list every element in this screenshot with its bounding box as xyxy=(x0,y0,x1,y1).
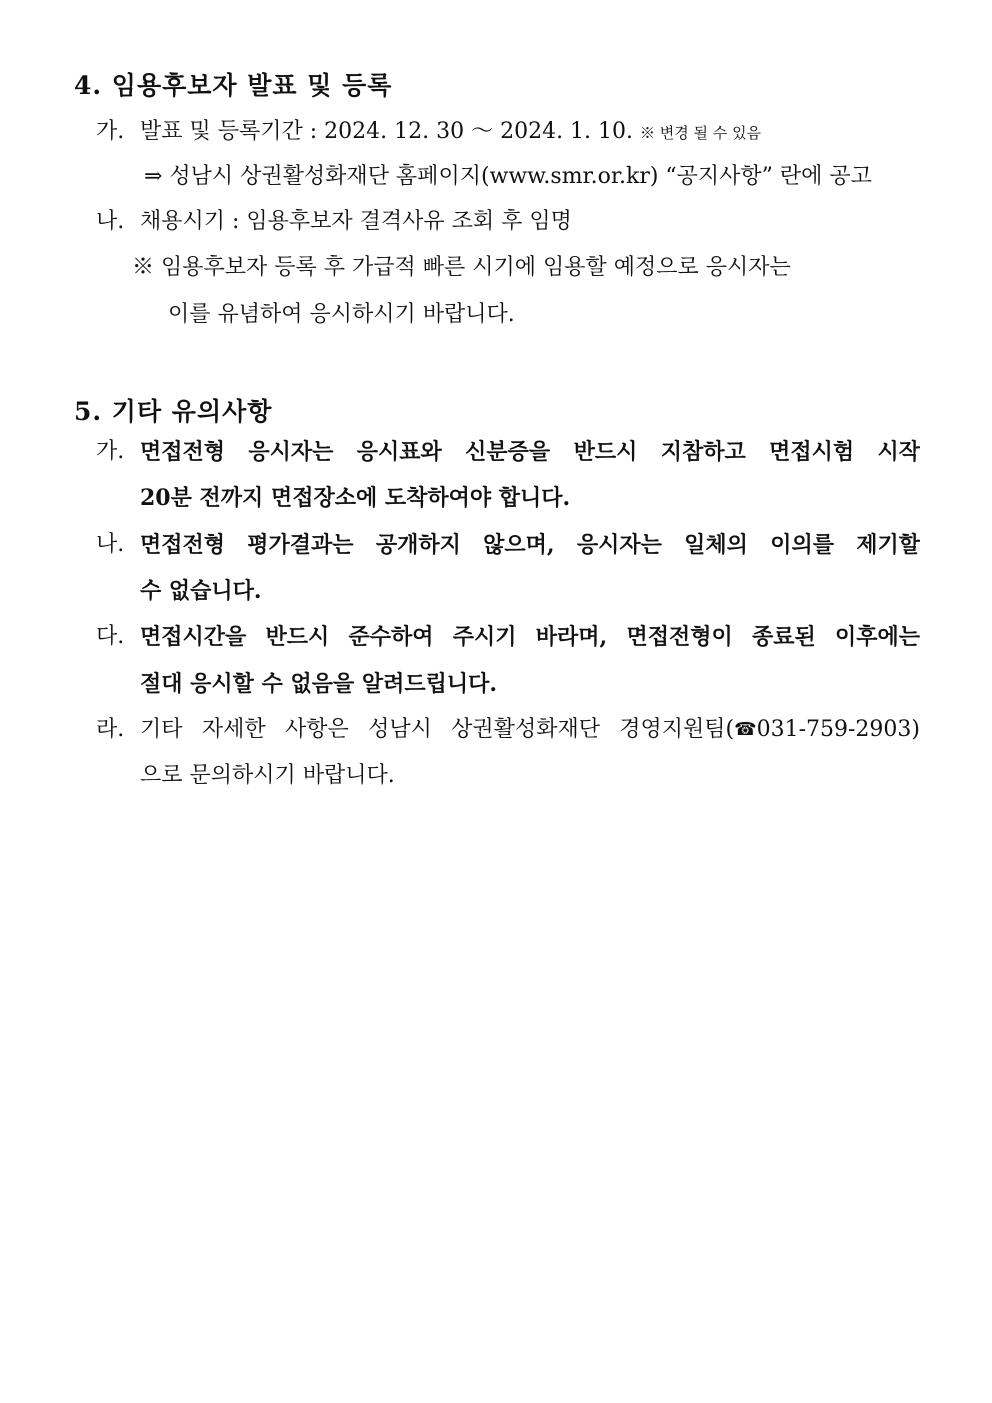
section-4-item-ga-marker: 가. xyxy=(96,119,125,144)
section-5-item-da-line-2: 절대 응시할 수 없음을 알려드립니다. xyxy=(140,671,498,697)
section-4-item-ga-text xyxy=(140,117,761,148)
section-5-item-da-marker: 다. xyxy=(96,624,125,649)
section-5-item-ra-line-1 xyxy=(140,715,920,745)
section-5-item-na-line-2: 수 없습니다. xyxy=(140,578,262,604)
section-5-item-da-line-1: 면접시간을 반드시 준수하여 주시기 바라며, 면접전형이 종료된 이후에는 xyxy=(140,624,920,650)
contact-prefix: 기타 자세한 사항은 성남시 상권활성화재단 경영지원팀( xyxy=(140,717,735,742)
hiring-timing-text: 채용시기 : 임용후보자 결격사유 조회 후 임명 xyxy=(140,209,572,234)
section-5-item-ga-line-1: 면접전형 응시자는 응시표와 신분증을 반드시 지참하고 면접시험 시작 xyxy=(140,439,920,465)
section-5-title: 5. 기타 유의사항 xyxy=(74,397,273,426)
notice-line-2: 이를 유념하여 응시하시기 바랍니다. xyxy=(168,302,515,327)
section-5-item-ga-marker: 가. xyxy=(96,439,125,464)
section-5-item-ra-line-2: 으로 문의하시기 바랍니다. xyxy=(140,763,395,788)
phone-icon: ☎ xyxy=(734,719,757,740)
section-5-item-na-marker: 나. xyxy=(96,532,125,557)
contact-phone-number: 031-759-2903) xyxy=(756,717,920,742)
section-5-item-ga-line-2: 20분 전까지 면접장소에 도착하여야 합니다. xyxy=(140,485,571,511)
announcement-notice: ⇒ 성남시 상권활성화재단 홈페이지(www.smr.or.kr) “공지사항” 란에 공고 xyxy=(144,164,872,189)
section-5-item-na-line-1: 면접전형 평가결과는 공개하지 않으며, 응시자는 일체의 이의를 제기할 xyxy=(140,532,920,558)
registration-period-text: 발표 및 등록기간 : 2024. 12. 30 ～ 2024. 1. 10. xyxy=(140,119,634,144)
section-4-title: 4. 임용후보자 발표 및 등록 xyxy=(74,71,393,100)
section-5-item-ra-marker: 라. xyxy=(96,717,125,742)
notice-line-1: ※ 임용후보자 등록 후 가급적 빠른 시기에 임용할 예정으로 응시자는 xyxy=(132,255,791,280)
section-4-item-na-marker: 나. xyxy=(96,209,125,234)
change-note: ※ 변경 될 수 있음 xyxy=(640,124,762,142)
